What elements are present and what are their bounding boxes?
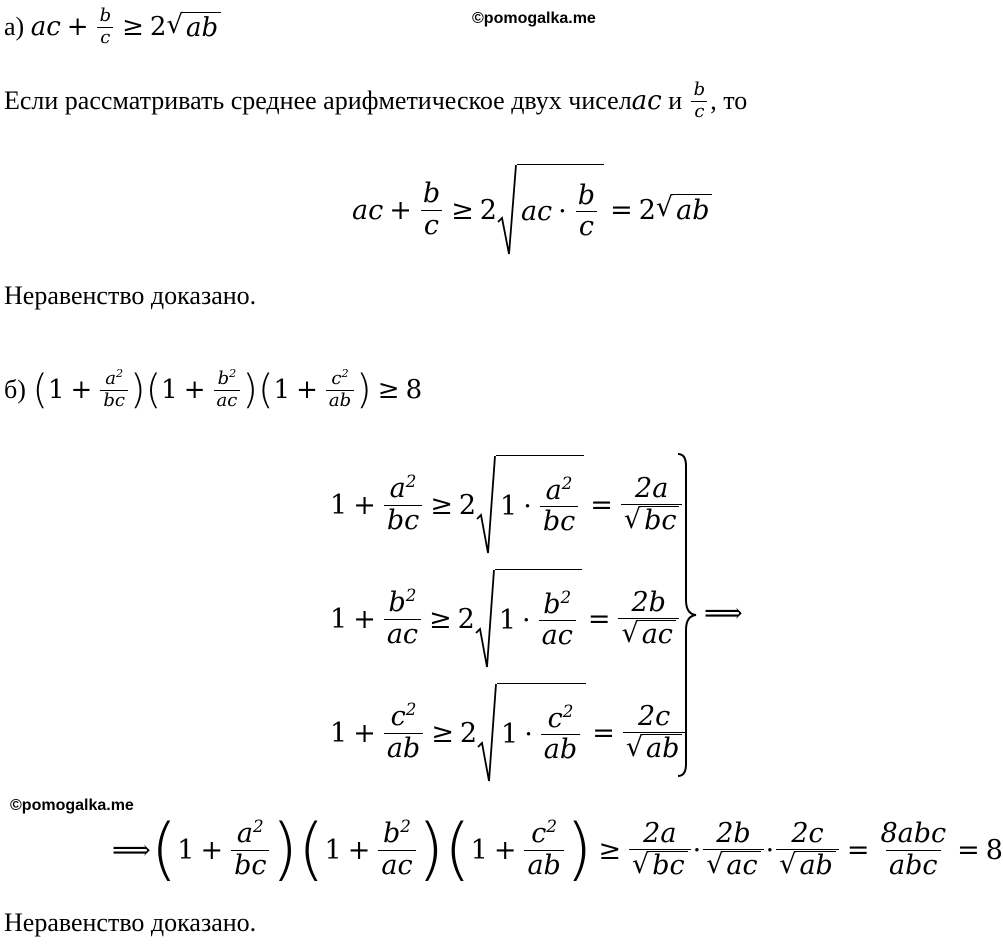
- frac-den: bc: [384, 505, 422, 535]
- radicand-ac: ac: [520, 196, 553, 227]
- num-var: c: [390, 701, 406, 733]
- frac-num: b: [693, 78, 706, 100]
- num-var: b: [543, 588, 561, 620]
- result-coef: 2: [638, 194, 656, 226]
- radicand: ab: [183, 12, 221, 43]
- result-fraction: [621, 472, 683, 536]
- product-fraction-1: [629, 817, 691, 881]
- watermark-top: ©pomogalka.me: [472, 10, 596, 27]
- radical-sign: √: [655, 192, 674, 223]
- fraction-c2-ab: [326, 366, 354, 411]
- frac-num: [540, 586, 574, 620]
- paren-close: ): [565, 810, 593, 889]
- text-fraction: [691, 78, 709, 122]
- num-var: c: [547, 702, 563, 734]
- fraction: [540, 472, 578, 537]
- frac-num: b: [577, 179, 596, 211]
- big-sqrt: [477, 683, 586, 783]
- frac-den: ac: [539, 620, 576, 650]
- frac-num: [102, 366, 126, 390]
- frac-den: √ ac: [703, 849, 763, 880]
- frac-num: [545, 700, 577, 734]
- product-fraction-2: [703, 817, 763, 881]
- fraction: [384, 471, 422, 536]
- frac-num: [528, 816, 560, 850]
- frac-den: bc: [540, 506, 578, 536]
- frac-den: bc: [100, 390, 128, 411]
- frac-num: [543, 472, 576, 506]
- exponent: 2: [561, 472, 573, 493]
- num-var: a: [545, 474, 562, 506]
- radical-sign: [477, 683, 497, 783]
- radical-sign: [476, 455, 496, 555]
- one: 1: [48, 375, 65, 405]
- frac-den: c: [421, 210, 442, 240]
- radical-sign: [497, 164, 517, 256]
- frac-num: 2c: [637, 700, 671, 732]
- eq-coef: 2: [479, 194, 497, 226]
- part-a-statement: [4, 2, 221, 52]
- fraction: [539, 586, 576, 651]
- frac-num: 2b: [716, 817, 751, 849]
- part-a-equation: ac + $\frac{b}{c}$ ≥ 2 ac · $\frac{b}{c}$ = 2 √ ab: [352, 162, 712, 258]
- exponent: 2: [229, 366, 237, 380]
- frac-den: ab: [541, 734, 580, 764]
- part-b-conclusion: Неравенство доказано.: [4, 908, 257, 937]
- eq-ac: ac: [352, 194, 384, 226]
- part-b-label: б): [4, 375, 26, 404]
- frac-num: [385, 585, 419, 619]
- exponent: 2: [400, 816, 411, 837]
- frac-num: 2a: [635, 472, 669, 504]
- frac-den: ac: [384, 619, 421, 649]
- frac-num: [234, 816, 267, 850]
- text-var-ac: ac: [631, 86, 662, 116]
- radicand: ab: [643, 734, 682, 763]
- right-brace: [676, 452, 698, 778]
- fraction: [384, 699, 423, 764]
- exponent: 2: [115, 366, 124, 380]
- paren-open: (: [444, 810, 471, 889]
- frac-num: [380, 816, 414, 850]
- exponent: 2: [560, 586, 572, 607]
- text-and: и: [661, 86, 689, 115]
- exponent: 2: [252, 816, 264, 837]
- frac-den: ab: [326, 390, 354, 411]
- num-var: c: [531, 818, 547, 850]
- exponent: 2: [405, 471, 417, 492]
- frac-num: [215, 366, 240, 390]
- paren-open: (: [150, 810, 178, 889]
- implies-arrow: ⟹: [704, 598, 743, 629]
- one: 1: [273, 375, 291, 405]
- frac-den: c: [97, 27, 113, 48]
- radicand: bc: [649, 851, 687, 880]
- inequality-line-3: 1 + $\frac{c^2}{ab}$ ≥ 2 1 · $\frac{c^2}{ab}$ = 2c √ ab: [330, 678, 687, 788]
- fraction: [541, 700, 580, 765]
- paren-close: ): [129, 367, 146, 413]
- geq-sign: ≥: [122, 12, 144, 42]
- radicand: 1 · $\frac{a^2}{bc}$: [496, 455, 584, 555]
- part-a-label: а): [4, 12, 25, 41]
- result-fraction: [618, 586, 678, 650]
- radicand: 1 · $\frac{b^2}{ac}$: [495, 569, 582, 669]
- fraction: [384, 585, 421, 650]
- result-sqrt: [656, 194, 713, 226]
- frac-num: [388, 699, 420, 733]
- num-var: a: [105, 367, 116, 389]
- text-mean: Если рассматривать среднее арифметическое двух чисел: [4, 86, 632, 115]
- eq-sign: =: [610, 194, 633, 226]
- frac-num: [328, 366, 351, 390]
- final-result: 8: [985, 834, 1003, 866]
- paren-close: ): [242, 367, 258, 413]
- num-var: a: [389, 473, 406, 505]
- fraction-a2-bc: [100, 366, 128, 411]
- fraction: [231, 816, 269, 881]
- frac-den: √ bc: [629, 849, 691, 880]
- frac-num: 2c: [791, 817, 824, 849]
- frac-den: abc: [886, 850, 941, 880]
- sqrt-ab: [166, 9, 221, 43]
- final-equation: ⟹ ( 1 + $\frac{a^2}{bc}$ ) ( 1 + $\frac{b^2}{ac}$ ) ( 1 + $\frac{c^2}{ab}$ ) ≥ 2a √ bc · 2b √ ac · 2c √ ab = $\frac{\text{8abc}}{\text{abc}}$ = 8: [112, 810, 1003, 889]
- num-var: b: [217, 367, 230, 389]
- eq-big-sqrt: [497, 164, 604, 256]
- frac-den: bc: [231, 850, 269, 880]
- paren-close: ): [356, 367, 372, 413]
- frac-den: c: [576, 211, 597, 241]
- radical-sign: [475, 569, 495, 669]
- frac-num: 8abc: [880, 818, 947, 850]
- exponent: 2: [341, 366, 349, 380]
- part-b-statement: б) ( 1 + $\frac{a^2}{bc}$ ) ( 1 + $\frac{b^2}{ac}$ ) ( 1 + $\frac{c^2}{ab}$ ) ≥ 8: [4, 366, 423, 413]
- paren-open: (: [32, 367, 48, 413]
- fraction-b-over-c: [97, 4, 115, 48]
- exponent: 2: [546, 816, 558, 837]
- num-var: c: [331, 367, 342, 389]
- frac-den: ac: [214, 390, 241, 411]
- rhs-8: 8: [405, 375, 423, 405]
- inequality-line-1: 1 + $\frac{a^2}{bc}$ ≥ 2 1 · $\frac{a^2}{bc}$ = 2a √ bc: [330, 450, 687, 560]
- dot: ·: [558, 196, 567, 227]
- radicand: 1 · $\frac{c^2}{ab}$: [497, 683, 586, 783]
- frac-num: b: [99, 4, 112, 26]
- exponent: 2: [405, 699, 417, 720]
- paren-close: ): [417, 810, 445, 889]
- coef-2: 2: [149, 12, 167, 42]
- paren-open: (: [145, 367, 162, 413]
- result-fraction: [877, 820, 949, 880]
- frac-num: 2a: [643, 817, 677, 849]
- radicand: bc: [641, 506, 679, 535]
- frac-den: c: [691, 101, 707, 122]
- inequality-system: [330, 450, 687, 788]
- implies-prefix: ⟹: [112, 834, 151, 866]
- frac-den: ab: [384, 733, 423, 763]
- inequality-line-2: 1 + $\frac{b^2}{ac}$ ≥ 2 1 · $\frac{b^2}{ac}$ = 2b √ ac: [330, 560, 687, 678]
- product-fraction-3: [776, 817, 839, 881]
- fraction-b2-ac: [214, 366, 241, 411]
- frac-num: 2b: [631, 586, 666, 618]
- exponent: 2: [562, 700, 574, 721]
- frac-num: b: [422, 178, 441, 210]
- frac-den: ab: [524, 850, 563, 880]
- watermark-bottom: ©pomogalka.me: [10, 797, 134, 814]
- frac-den: √ ab: [776, 849, 839, 880]
- plus-sign: +: [66, 12, 89, 42]
- statement-a-ac: ac: [30, 12, 61, 42]
- eq-fraction-b-c: [420, 180, 443, 240]
- exponent: 2: [405, 585, 417, 606]
- frac-den: √ ac: [618, 618, 678, 649]
- radicand: ab: [796, 851, 835, 880]
- paren-open: (: [257, 367, 274, 413]
- text-then: , то: [710, 86, 748, 115]
- geq-sign: ≥: [377, 375, 400, 405]
- radical-sign: √: [166, 9, 184, 40]
- frac-num: [387, 471, 420, 505]
- part-a-text: [4, 76, 747, 126]
- radicand: ac: [639, 620, 676, 649]
- num-var: b: [388, 587, 406, 619]
- num-var: a: [236, 818, 253, 850]
- num-var: b: [382, 818, 401, 850]
- frac-den: √ bc: [621, 504, 683, 535]
- frac-den: ac: [378, 850, 415, 880]
- radicand-fraction: [575, 179, 598, 242]
- paren-close: ): [271, 810, 298, 889]
- fraction: [524, 816, 563, 881]
- radicand: ab: [673, 194, 712, 226]
- radicand: ac: [723, 851, 760, 880]
- fraction: [378, 816, 415, 881]
- radicand: [517, 164, 604, 256]
- part-a-conclusion: Неравенство доказано.: [4, 281, 257, 310]
- frac-den: √ ab: [623, 732, 686, 763]
- one: 1: [161, 375, 178, 405]
- big-sqrt: [475, 569, 582, 669]
- big-sqrt: [476, 455, 584, 555]
- paren-open: (: [298, 810, 325, 889]
